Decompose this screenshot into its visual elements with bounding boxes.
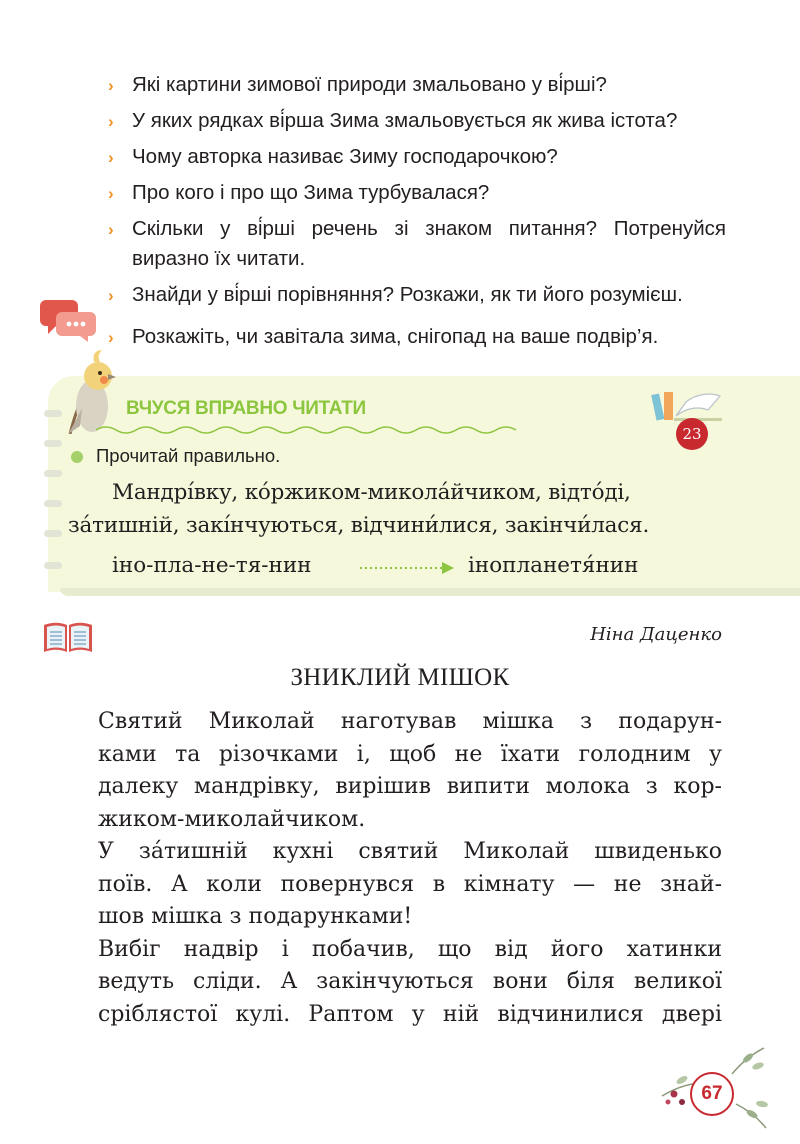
story-line: У за́тишній кухні святий Миколай швиденько — [98, 839, 722, 864]
question-text: Про кого і про що Зима турбувалася? — [132, 181, 490, 204]
panel-shadow — [60, 588, 800, 596]
question-item — [106, 106, 726, 136]
question-text: Скільки у ві́рші речень зі знаком питання? Потренуйся виразно їх читати. — [132, 217, 726, 270]
story-line: жиком-миколайчиком. — [98, 806, 366, 832]
binder-ring — [44, 562, 62, 569]
page-number: 67 — [690, 1072, 734, 1116]
question-item-discussion — [106, 322, 726, 352]
story-text — [68, 706, 722, 1031]
bullet-icon: › — [108, 220, 114, 239]
question-list — [106, 70, 726, 358]
question-item — [106, 142, 726, 172]
question-text: Розкажіть, чи завітала зима, снігопад на ваше подвір’я. — [132, 325, 659, 348]
bullet-icon: › — [108, 148, 114, 167]
chat-bubbles-icon — [40, 296, 98, 342]
question-text: Знайди у ві́рші порівняння? Розкажи, як ти його розумієш. — [132, 283, 683, 306]
story-line: Святий Миколай наготував мішка з подарун- — [98, 709, 722, 734]
bullet-icon: › — [108, 184, 114, 203]
bullet-icon: › — [108, 112, 114, 131]
bullet-icon: › — [108, 76, 114, 95]
exercise-number-badge: 23 — [676, 418, 708, 450]
story-paragraph — [68, 934, 722, 1032]
cockatiel-bird-icon — [58, 348, 124, 434]
bullet-icon: › — [108, 286, 114, 305]
question-item — [106, 70, 726, 100]
binder-ring — [44, 530, 62, 537]
instruction-bullet-icon — [71, 451, 83, 463]
question-item — [106, 178, 726, 208]
question-text: Чому авторка називає Зиму господарочкою? — [132, 145, 558, 168]
bullet-icon: › — [108, 328, 114, 347]
question-item — [106, 214, 726, 274]
story-paragraph — [68, 836, 722, 934]
instruction-text: Прочитай правильно. — [96, 445, 281, 466]
story-line: шов мішка з подарунками! — [98, 904, 413, 929]
binder-ring — [44, 470, 62, 477]
dotted-arrow-icon — [358, 560, 458, 576]
open-book-icon — [42, 621, 94, 655]
binder-ring — [44, 440, 62, 447]
question-text: Які картини зимової природи змальовано у ві́рші? — [132, 73, 607, 96]
wavy-underline — [96, 424, 526, 436]
story-line: Вибіг надвір і побачив, що від його хатинки — [98, 936, 722, 962]
story-line: сріблястої кулі. Раптом у ній відчинилися двері — [98, 1001, 722, 1027]
question-item — [106, 280, 726, 310]
question-text: У яких рядках ві́рша Зима змальовується як жива істота? — [132, 109, 678, 132]
section-title: ВЧУСЯ ВПРАВНО ЧИТАТИ — [126, 398, 366, 419]
story-line: поїв. А коли повернувся в кімнату — не знай- — [98, 871, 722, 897]
story-line: далеку мандрівку, вирішив випити молока з кор- — [98, 774, 722, 799]
joined-word: інопланетя́нин — [468, 553, 639, 578]
story-line: ками та різочками і, щоб не їхати голодним у — [98, 741, 722, 767]
syllable-split-word: іно-пла-не-тя-нин — [112, 553, 312, 578]
practice-words-line: Мандрі́вку, ко́ржиком-микола́йчиком, відто́ді, — [112, 480, 631, 505]
binder-ring — [44, 500, 62, 507]
practice-words-line: за́тишній, закі́нчуються, відчини́лися, закінчи́лася. — [68, 513, 650, 538]
story-author: Ніна Даценко — [590, 624, 722, 645]
story-title: ЗНИКЛИЙ МІШОК — [290, 664, 510, 691]
story-paragraph — [68, 706, 722, 836]
story-line: ведуть сліди. А закінчуються вони біля великої — [98, 969, 722, 994]
